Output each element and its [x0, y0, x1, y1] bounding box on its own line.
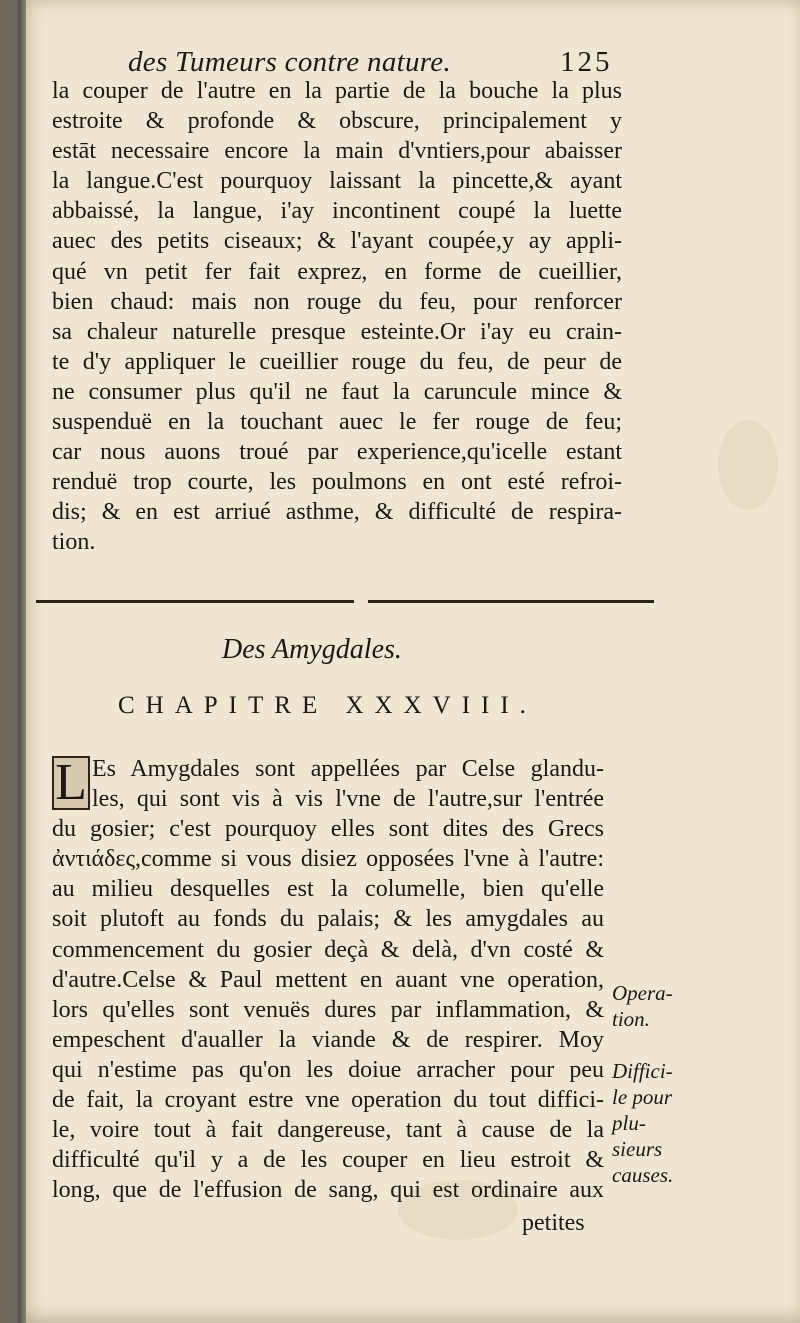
- drop-cap-initial: L: [52, 756, 90, 810]
- text-line: ἀντιάδες,comme si vous disiez opposées l'vne à l'autre:: [52, 846, 604, 873]
- text-line: difficulté qu'il y a de les couper en lieu estroit &: [52, 1147, 604, 1174]
- margin-note-line: le pour: [612, 1085, 673, 1109]
- text-line: le, voire tout à fait dangereuse, tant à cause de la: [52, 1117, 604, 1144]
- text-line: tion.: [52, 529, 96, 556]
- text-line: Es Amygdales sont appellées par Celse glandu-: [92, 756, 604, 782]
- text-line: de fait, la croyant estre vne operation du tout diffici-: [52, 1087, 604, 1114]
- text-line: lors qu'elles sont venuës dures par inflammation, &: [52, 996, 604, 1023]
- text-line: bien chaud: mais non rouge du feu, pour renforcer: [52, 288, 622, 315]
- margin-note-line: tion.: [612, 1007, 650, 1031]
- margin-note-line: sieurs: [612, 1137, 663, 1161]
- paper-stain: [718, 420, 778, 510]
- text-line: empeschent d'aualler la viande & de respirer. Moy: [52, 1026, 604, 1053]
- margin-note-line: [612, 1032, 702, 1058]
- text-line: les, qui sont vis à vis l'vne de l'autre,sur l'entrée: [92, 786, 604, 813]
- text-line: dis; & en est arriué asthme, & difficulté de respira-: [52, 499, 622, 526]
- margin-note-line: Opera-: [612, 981, 673, 1005]
- text-line: la couper de l'autre en la partie de la bouche la plus: [52, 78, 622, 104]
- chapter-heading: CHAPITRE XXXVIII.: [118, 692, 537, 719]
- text-line: te d'y appliquer le cueillier rouge du feu, de peur de: [52, 348, 622, 375]
- text-line: car nous auons troué par experience,qu'icelle estant: [52, 439, 622, 466]
- page-spine-shadow: [18, 0, 26, 1323]
- text-line: qui n'estime pas qu'on les doiue arracher pour peu: [52, 1056, 604, 1083]
- margin-note-line: causes.: [612, 1163, 674, 1187]
- text-line: abbaissé, la langue, i'ay incontinent coupé la luette: [52, 198, 622, 225]
- text-line: long, que de l'effusion de sang, qui est ordinaire aux: [52, 1177, 604, 1204]
- paragraph-luette: [52, 76, 622, 558]
- text-line: au milieu desquelles est la columelle, bien qu'elle: [52, 876, 604, 903]
- section-rule-left: [36, 600, 354, 603]
- margin-note-line: plu-: [612, 1111, 646, 1135]
- page-number: 125: [560, 46, 613, 78]
- text-line: qué vn petit fer fait exprez, en forme de cueillier,: [52, 258, 622, 285]
- paragraph-amygdales: [52, 754, 604, 1205]
- text-line: commencement du gosier deçà & delà, d'vn costé &: [52, 936, 604, 963]
- section-title: Des Amygdales.: [222, 634, 402, 665]
- section-rule-right: [368, 600, 654, 603]
- running-title: des Tumeurs contre nature.: [128, 46, 452, 78]
- text-line: d'autre.Celse & Paul mettent en auant vne operation,: [52, 966, 604, 993]
- margin-note-line: Diffici-: [612, 1059, 673, 1083]
- text-line: la langue.C'est pourquoy laissant la pincette,& ayant: [52, 168, 622, 195]
- text-line: soit plutoft au fonds du palais; & les amygdales au: [52, 906, 604, 933]
- text-line: ne consumer plus qu'il ne faut la caruncule mince &: [52, 378, 622, 405]
- catchword: petites: [522, 1210, 585, 1236]
- text-line: estroite & profonde & obscure, principalement y: [52, 108, 622, 135]
- margin-notes: [612, 980, 702, 1188]
- text-line: sa chaleur naturelle presque esteinte.Or i'ay eu crain-: [52, 318, 622, 345]
- text-line: auec des petits ciseaux; & l'ayant coupée,y ay appli-: [52, 228, 622, 255]
- text-line: estāt necessaire encore la main d'vntiers,pour abaisser: [52, 138, 622, 165]
- text-line: renduë trop courte, les poulmons en ont esté refroi-: [52, 469, 622, 496]
- text-line: du gosier; c'est pourquoy elles sont dites des Grecs: [52, 816, 604, 843]
- text-line: suspenduë en la touchant auec le fer rouge de feu;: [52, 409, 622, 436]
